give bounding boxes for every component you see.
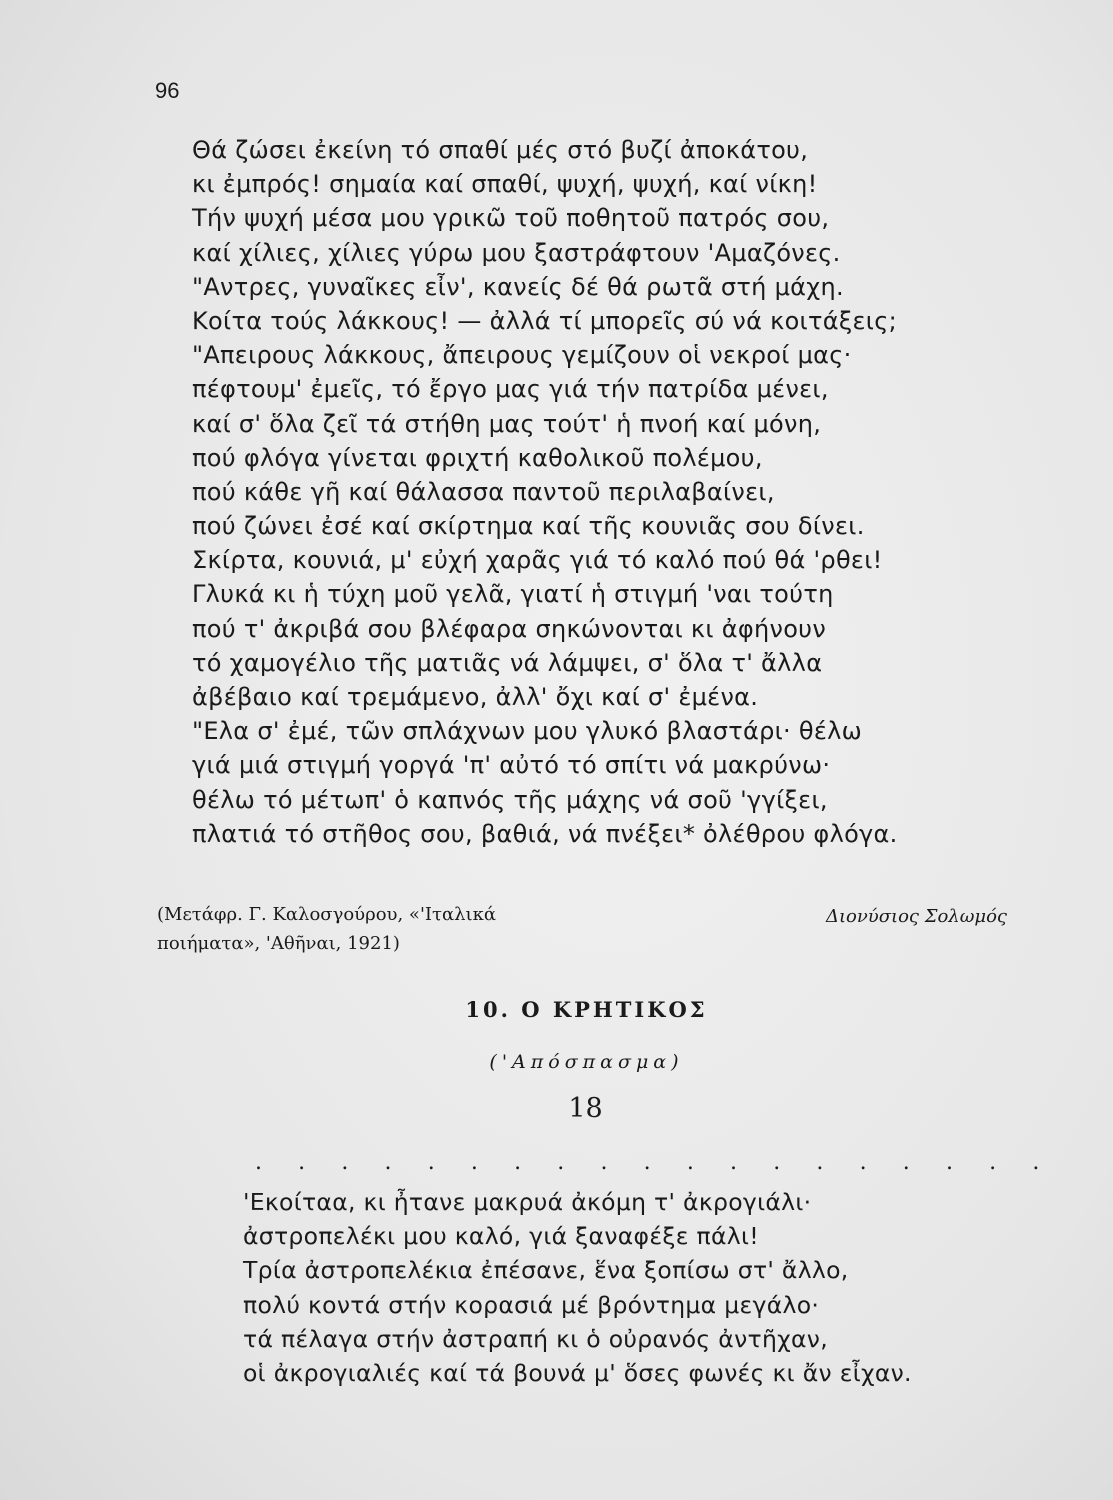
poem-line: "Ελα σ' ἐμέ, τῶν σπλάχνων μου γλυκό βλαστάρι· θέλω xyxy=(192,717,863,746)
poem-line: πολύ κοντά στήν κορασιά μέ βρόντημα μεγάλο· xyxy=(243,1290,820,1319)
poem-line: τά πέλαγα στήν ἀστραπή κι ὁ οὐρανός ἀντῆχαν, xyxy=(243,1324,829,1353)
poem-line: πού φλόγα γίνεται φριχτή καθολικοῦ πολέμου, xyxy=(192,443,763,472)
poem-line: τό χαμογέλιο τῆς ματιᾶς νά λάμψει, σ' ὅλα τ' ἄλλα xyxy=(192,648,823,677)
poem-line: ἀστροπελέκι μου καλό, γιά ξαναφέξε πάλι! xyxy=(243,1222,759,1251)
section-title: 10. Ο ΚΡΗΤΙΚΟΣ xyxy=(465,997,708,1022)
poem-line: καί σ' ὅλα ζεῖ τά στήθη μας τούτ' ἡ πνοή καί μόνη, xyxy=(192,409,822,438)
poem-line: γιά μιά στιγμή γοργά 'π' αὐτό τό σπίτι νά μακρύνω· xyxy=(192,751,831,780)
poem-line: πέφτουμ' ἐμεῖς, τό ἔργο μας γιά τήν πατρίδα μένει, xyxy=(192,375,829,404)
poem-excerpt xyxy=(243,1185,943,1390)
poem-line: "Αντρες, γυναῖκες εἶν', κανείς δέ θά ρωτᾶ στή μάχη. xyxy=(192,272,844,301)
poem-translation xyxy=(192,133,952,851)
poem-line: πού τ' ἀκριβά σου βλέφαρα σηκώνονται κι ἀφήνουν xyxy=(192,614,827,643)
poem-line: Γλυκά κι ἡ τύχη μοῦ γελᾶ, γιατί ἡ στιγμή 'ναι τούτη xyxy=(192,580,834,609)
poem-line: πλατιά τό στῆθος σου, βαθιά, νά πνέξει* ὀλέθρου φλόγα. xyxy=(192,819,898,848)
poem-line: Τήν ψυχή μέσα μου γρικῶ τοῦ ποθητοῦ πατρός σου, xyxy=(192,204,830,233)
poem-line: Τρία ἀστροπελέκια ἐπέσανε, ἕνα ξοπίσω στ' ἄλλο, xyxy=(243,1256,849,1285)
stanza-number: 18 xyxy=(568,1093,603,1124)
poem-line: πού κάθε γῆ καί θάλασσα παντοῦ περιλαβαίνει, xyxy=(192,477,775,506)
poem-line: Θά ζώσει ἐκείνη τό σπαθί μές στό βυζί ἀποκάτου, xyxy=(192,136,809,164)
translation-source xyxy=(157,900,496,958)
translation-source-line: ποιήματα», 'Αθῆναι, 1921) xyxy=(157,933,400,954)
page-number: 96 xyxy=(155,78,180,103)
poem-line: 'Εκοίταα, κι ἦτανε μακρυά ἀκόμη τ' ἀκρογιάλι· xyxy=(243,1188,812,1216)
poem-line: ἀβέβαιο καί τρεμάμενο, ἀλλ' ὄχι καί σ' ἐμένα. xyxy=(192,683,759,711)
poem-line: οἱ ἀκρογιαλιές καί τά βουνά μ' ὅσες φωνές κι ἄν εἶχαν. xyxy=(243,1358,912,1387)
poem-line: πού ζώνει ἐσέ καί σκίρτημα καί τῆς κουνιᾶς σου δίνει. xyxy=(192,512,865,541)
author-name: Διονύσιος Σολωμός xyxy=(825,906,1007,927)
poem-line: Σκίρτα, κουνιά, μ' εὐχή χαρᾶς γιά τό καλό πού θά 'ρθει! xyxy=(192,546,883,575)
ellipsis-row: . . . . . . . . . . . . . . . . . . . xyxy=(255,1150,1054,1175)
translation-source-line: (Μετάφρ. Γ. Καλοσγούρου, «'Ιταλικά xyxy=(157,904,496,925)
poem-line: καί χίλιες, χίλιες γύρω μου ξαστράφτουν 'Αμαζόνες. xyxy=(192,238,841,267)
section-subtitle: ('Απόσπασμα) xyxy=(489,1051,684,1073)
poem-line: κι ἐμπρός! σημαία καί σπαθί, ψυχή, ψυχή, καί νίκη! xyxy=(192,170,818,199)
poem-line: θέλω τό μέτωπ' ὁ καπνός τῆς μάχης νά σοῦ 'γγίξει, xyxy=(192,785,828,814)
poem-line: Κοίτα τούς λάκκους! — ἀλλά τί μπορεῖς σύ νά κοιτάξεις; xyxy=(192,306,897,335)
poem-line: "Απειρους λάκκους, ἄπειρους γεμίζουν οἱ νεκροί μας· xyxy=(192,341,852,370)
